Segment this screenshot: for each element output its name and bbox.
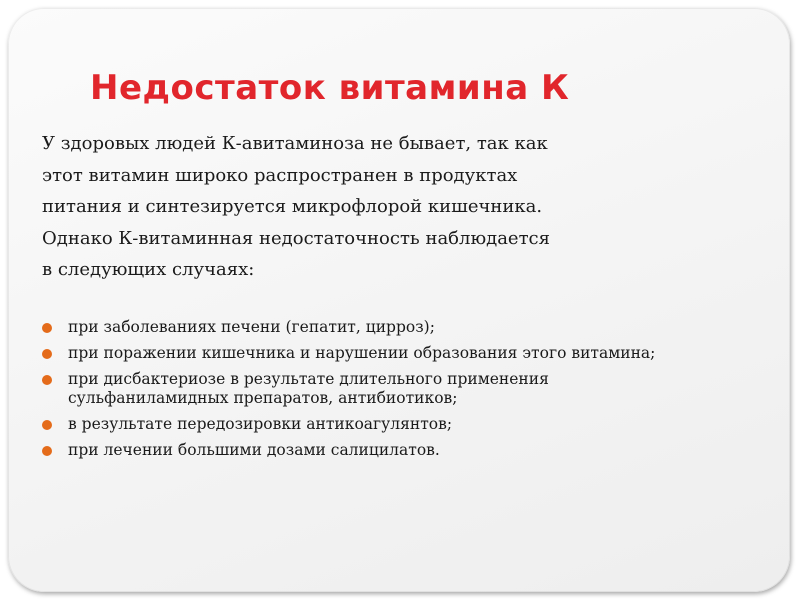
bullet-text-continuation: сульфаниламидных препаратов, антибиотиков; xyxy=(68,389,458,407)
list-item xyxy=(42,344,772,363)
intro-line: этот витамин широко распространен в продуктах xyxy=(42,164,518,186)
list-item xyxy=(42,415,772,434)
intro-line: У здоровых людей К-авитаминоза не бывает, так как xyxy=(42,133,548,154)
slide-title: Недостаток витамина К xyxy=(90,68,570,108)
list-item xyxy=(42,318,772,337)
bullet-icon xyxy=(42,349,52,359)
bullet-icon xyxy=(42,420,52,430)
bullet-text: при поражении кишечника и нарушении образования этого витамина; xyxy=(68,344,656,362)
bullet-text: при дисбактериозе в результате длительного применения xyxy=(68,370,549,388)
bullet-text: при заболеваниях печени (гепатит, цирроз); xyxy=(68,318,435,336)
intro-paragraph xyxy=(42,128,682,286)
bullet-icon xyxy=(42,375,52,385)
intro-line: в следующих случаях: xyxy=(42,259,255,280)
bullet-icon xyxy=(42,446,52,456)
list-item xyxy=(42,441,772,460)
bullet-text: в результате передозировки антикоагулянтов; xyxy=(68,415,453,433)
bullet-icon xyxy=(42,323,52,333)
bullet-text: при лечении большими дозами салицилатов. xyxy=(68,441,440,459)
intro-line: Однако К-витаминная недостаточность наблюдается xyxy=(42,227,550,249)
intro-line: питания и синтезируется микрофлорой кишечника. xyxy=(42,196,543,217)
bullet-list xyxy=(42,318,772,467)
list-item xyxy=(42,370,772,408)
